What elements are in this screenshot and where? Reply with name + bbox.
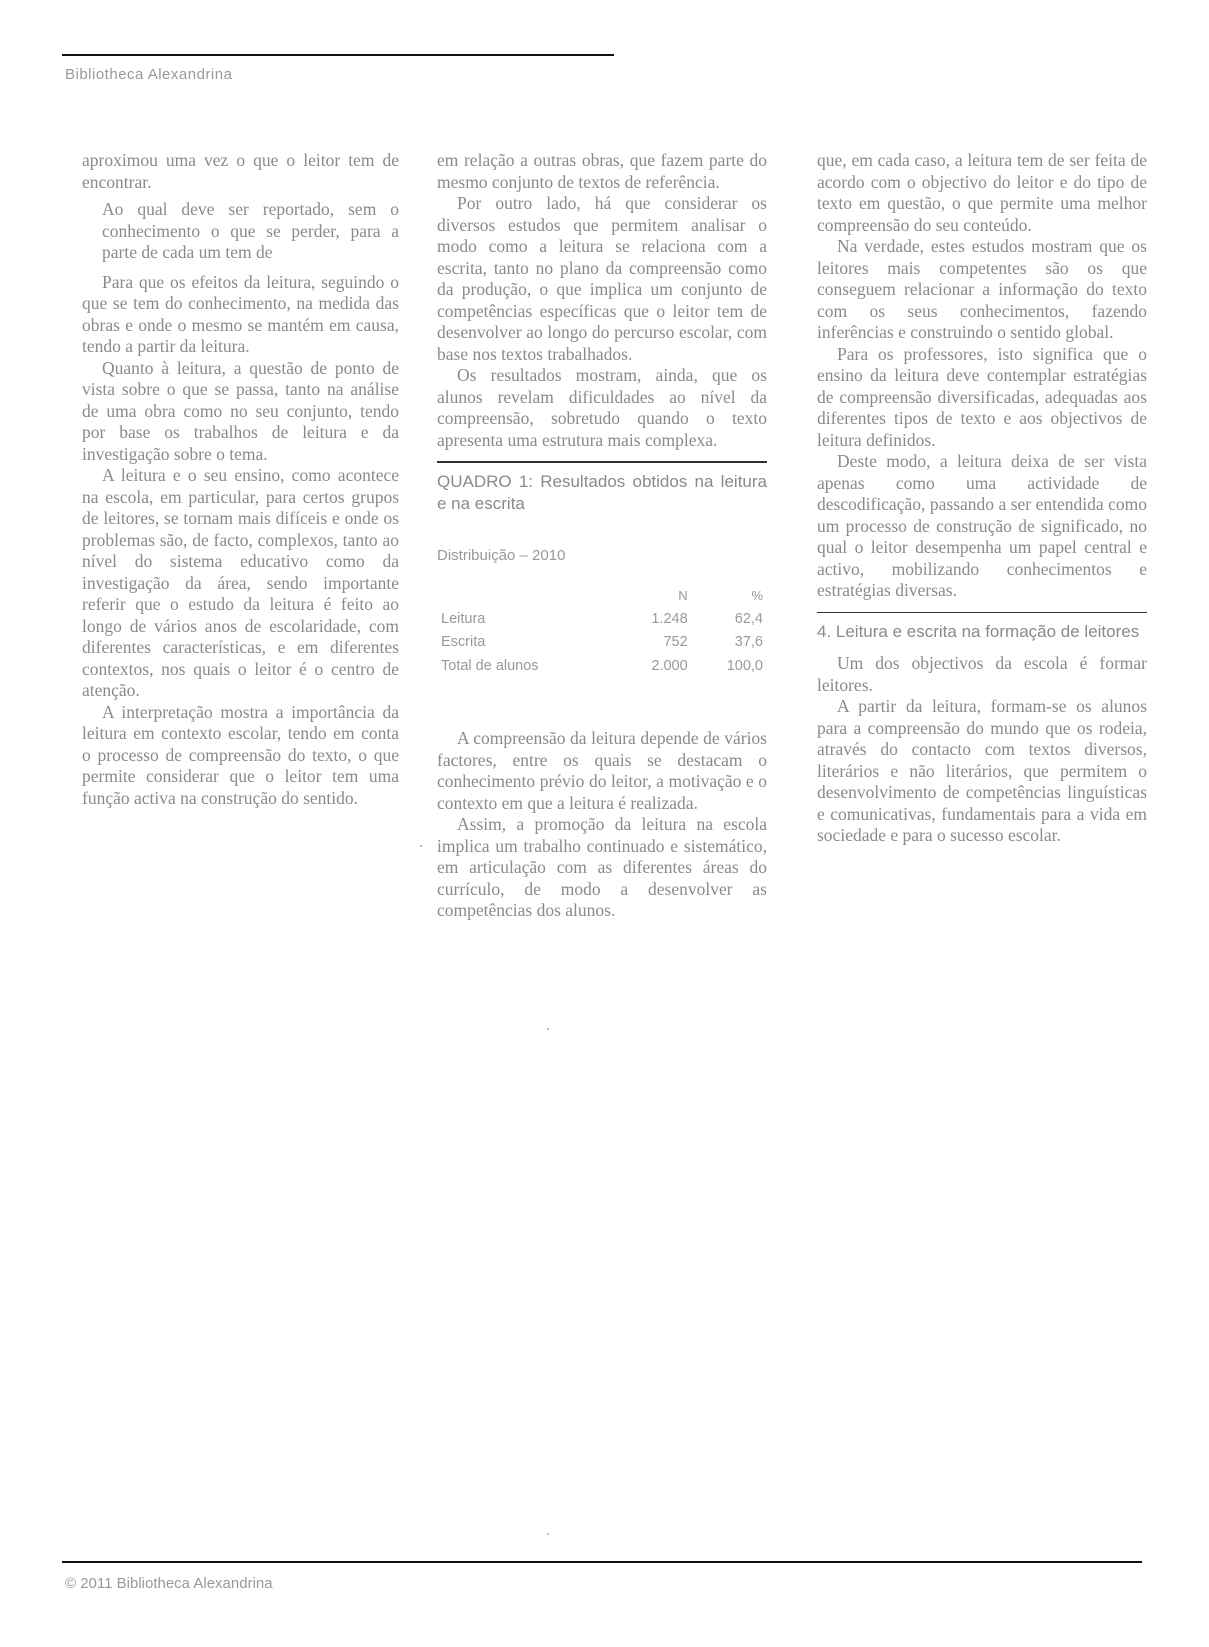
paragraph: Assim, a promoção da leitura na escola implica um trabalho continuado e sistemático, em articulação com as diferentes áreas do currículo, de modo a desenvolver as competências dos alunos. (437, 814, 767, 920)
paragraph: A interpretação mostra a importância da leitura em contexto escolar, tendo em conta o processo de compreensão do texto, o que permite considerar que o leitor tem uma função activa na construção do sentido. (82, 701, 399, 808)
table-header-cell (437, 584, 616, 608)
table-row (437, 608, 767, 632)
table-cell: 62,4 (734, 610, 763, 627)
table-title: QUADRO 1: Resultados obtidos na leitura e na escrita (437, 471, 767, 513)
table-header-cell: % (751, 588, 763, 603)
paragraph: em relação a outras obras, que fazem parte do mesmo conjunto de textos de referência. (437, 150, 767, 192)
data-table (437, 584, 767, 678)
paragraph: A leitura e o seu ensino, como acontece na escola, em particular, para certos grupos de leitores, se tornam mais difíceis e onde os problemas são, de facto, complexos, tanto ao nível do sistema educativo como da investigação da área, sendo importante referir que o estudo da leitura é feito ao longo de vários anos de escolaridade, com diferentes características, e em diferentes contextos, nos quais o leitor é o centro de atenção. (82, 465, 399, 700)
text-column-1 (82, 150, 399, 809)
paragraph: A partir da leitura, formam-se os alunos para a compreensão do mundo que os rodeia, através do contacto com textos diversos, literários e não literários, que permitem o desenvolvimento de competências linguísticas e comunicativas, fundamentais para a vida em sociedade e para o sucesso escolar. (817, 696, 1147, 845)
table-caption: Distribuição – 2010 (437, 546, 566, 564)
text-column-3 (817, 150, 1147, 847)
table-cell: 37,6 (734, 634, 763, 650)
table-row (437, 655, 767, 679)
paragraph: Para que os efeitos da leitura, seguindo o que se tem do conhecimento, na medida das obras e onde o mesmo se mantém em causa, tendo a partir da leitura. (82, 271, 399, 356)
paragraph: Quanto à leitura, a questão de ponto de vista sobre o que se passa, tanto na análise de uma obra como no seu conjunto, tendo por base os trabalhos de leitura e da investigação sobre o tema. (82, 357, 399, 464)
table-header-cell: N (678, 588, 688, 603)
paragraph: Na verdade, estes estudos mostram que os leitores mais competentes são os que conseguem relacionar a informação do texto com os seus conhecimentos, fazendo inferências e construindo o sentido global. (817, 236, 1147, 342)
text-column-2 (437, 150, 767, 922)
footer-rule (62, 1561, 1142, 1563)
paragraph: Para os professores, isto significa que o ensino da leitura deve contemplar estratégias de compreensão diversificadas, adequadas aos diferentes tipos de texto e aos objectivos de leitura definidos. (817, 343, 1147, 450)
table-cell: 100,0 (726, 657, 763, 674)
table-cell: 1.248 (651, 610, 688, 627)
section-rule (817, 612, 1147, 614)
section-rule (437, 461, 767, 463)
table-cell: 2.000 (651, 657, 688, 674)
table-cell: Escrita (441, 634, 486, 650)
block-quote: Ao qual deve ser reportado, sem o conhecimento o que se perder, para a parte de cada um tem de (102, 199, 399, 262)
paragraph: aproximou uma vez o que o leitor tem de encontrar. (82, 150, 399, 192)
spacer (437, 678, 767, 728)
running-footer: © 2011 Bibliotheca Alexandrina (65, 1575, 273, 1592)
table-row (437, 631, 767, 655)
table-cell: Total de alunos (441, 657, 539, 674)
paragraph: Os resultados mostram, ainda, que os alunos revelam dificuldades ao nível da compreensão, sobretudo quando o texto apresenta uma estrutura mais complexa. (437, 365, 767, 450)
table-cell: 752 (663, 634, 688, 650)
paragraph: Um dos objectivos da escola é formar leitores. (817, 653, 1147, 695)
scan-speck (547, 1533, 549, 1535)
paragraph: Por outro lado, há que considerar os diversos estudos que permitem analisar o modo como a leitura se relaciona com a escrita, tanto no plano da compreensão como da produção, o que implica um conjunto de competências específicas que o leitor tem de desenvolver ao longo do percurso escolar, com base nos textos trabalhados. (437, 193, 767, 364)
paragraph: A compreensão da leitura depende de vários factores, entre os quais se destacam o conhecimento prévio do leitor, a motivação e o contexto em que a leitura é realizada. (437, 728, 767, 813)
running-header: Bibliotheca Alexandrina (65, 66, 233, 83)
table-cell: Leitura (441, 610, 486, 627)
scan-speck (420, 845, 422, 847)
scan-speck (547, 1028, 549, 1030)
section-heading: 4. Leitura e escrita na formação de leitores (817, 622, 1140, 641)
paragraph: que, em cada caso, a leitura tem de ser feita de acordo com o objectivo do leitor e do tipo de texto em questão, o que permite uma melhor compreensão do seu conteúdo. (817, 150, 1147, 235)
table-header-row (437, 584, 767, 608)
header-rule (62, 54, 614, 56)
paragraph: Deste modo, a leitura deixa de ser vista apenas como uma actividade de descodificação, passando a ser entendida como um processo de construção de significado, no qual o leitor desempenha um papel central e activo, mobilizando conhecimentos e estratégias diversas. (817, 451, 1147, 600)
